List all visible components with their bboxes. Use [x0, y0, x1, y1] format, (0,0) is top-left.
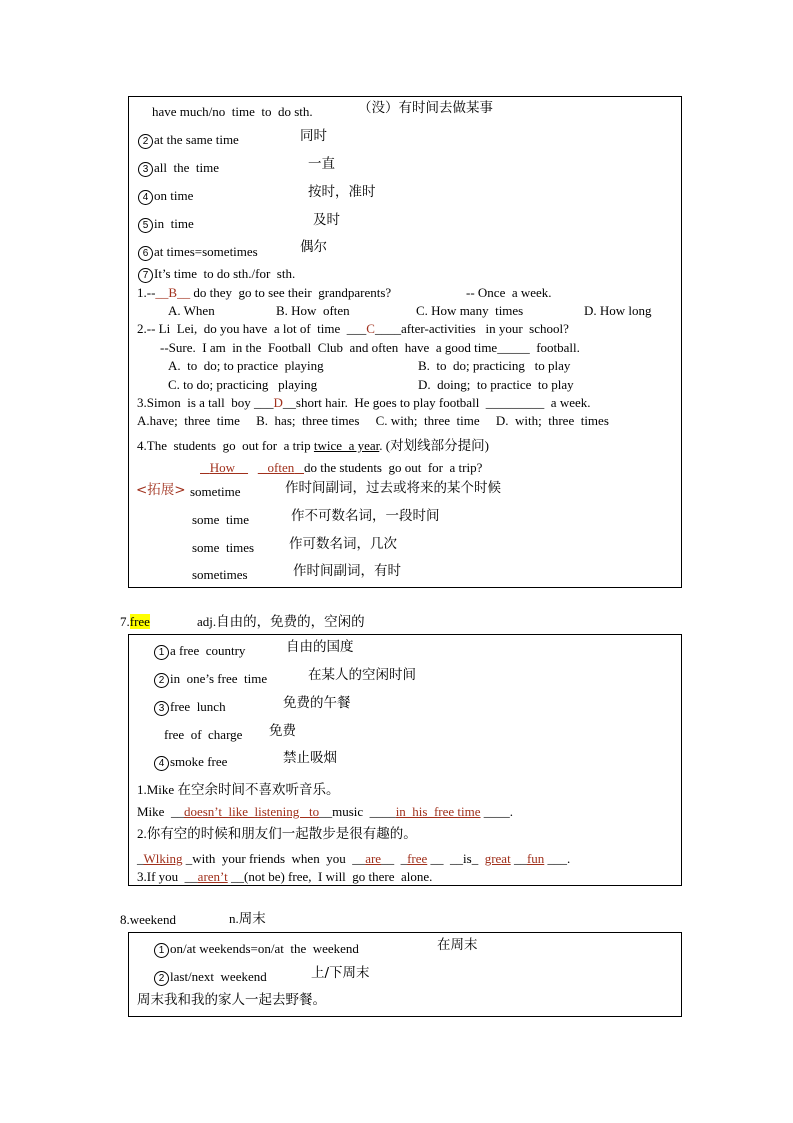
number-circle: 3 [154, 701, 169, 716]
section-7-heading: 7.free [120, 614, 150, 629]
phrase-meaning: 在某人的空闲时间 [308, 667, 416, 683]
extension-word: sometimes [192, 567, 248, 582]
phrase-item: 1 a free country [154, 643, 245, 660]
option: C. to do; practicing playing [168, 377, 318, 392]
phrase-meaning: 按时，准时 [308, 184, 376, 200]
extension-label: <拓展> [136, 482, 186, 498]
number-circle: 7 [138, 268, 153, 283]
number-circle: 1 [154, 943, 169, 958]
number-circle: 1 [154, 645, 169, 660]
number-circle: 2 [138, 134, 153, 149]
extension-word: sometime [190, 484, 241, 499]
extension-word: some time [192, 512, 250, 527]
number-circle: 2 [154, 673, 169, 688]
phrase-item: 4 on time [138, 188, 193, 205]
phrase-item: 2 at the same time [138, 132, 239, 149]
option: C. How many times [416, 303, 524, 318]
phrase-item: free of charge [164, 727, 243, 742]
phrase-item: 2 in one’s free time [154, 671, 267, 688]
phrase-item: 2 last/next weekend [154, 969, 267, 986]
section-8-pos: n.周末 [229, 911, 266, 927]
phrase-meaning: 一直 [308, 156, 335, 172]
extension-word: some times [192, 540, 255, 555]
question-3: 3.Simon is a tall boy ___D__short hair. He goes to play football _________ a week. [137, 395, 591, 410]
intro-phrase: have much/no time to do sth. [152, 104, 313, 119]
sentence-2-answer: _Wlking _with your friends when you __are__ _free __ __is_ great __fun ___. [137, 851, 571, 866]
section-7-pos: adj.自由的，免费的，空闲的 [197, 614, 365, 630]
phrase-item: 6 at times=sometimes [138, 244, 258, 261]
question-4: 4.The students go out for a trip twice a year. (对划线部分提问) [137, 438, 489, 454]
phrase-meaning: 在周末 [437, 937, 478, 953]
number-circle: 2 [154, 971, 169, 986]
sentence-1-answer: Mike __doesn’t like listening to__music ____in his free time ____. [137, 804, 514, 819]
option: A. to do; to practice playing [168, 358, 324, 373]
extension-meaning: 作时间副词，过去或将来的某个时候 [285, 480, 501, 496]
phrase-meaning: 免费 [269, 723, 296, 739]
question-4-answer: How often do the students go out for a trip? [209, 460, 483, 475]
phrase-meaning: 免费的午餐 [283, 695, 351, 711]
sentence-1-prompt: 1.Mike 在空余时间不喜欢听音乐。 [137, 782, 340, 798]
phrase-meaning: 偶尔 [300, 239, 327, 255]
number-circle: 4 [154, 756, 169, 771]
phrase-meaning: 禁止吸烟 [283, 750, 337, 766]
question-1-reply: -- Once a week. [466, 285, 552, 300]
phrase-item: 3 all the time [138, 160, 219, 177]
phrase-item: 1 on/at weekends=on/at the weekend [154, 941, 359, 958]
phrase-item: 7 It’s time to do sth./for sth. [138, 266, 295, 283]
question-2-line2: --Sure. I am in the Football Club and often have a good time_____ football. [160, 340, 580, 355]
section-8-heading: 8.weekend [120, 912, 176, 927]
question-3-options: A.have; three time B. has; three times C. with; three time D. with; three times [137, 413, 609, 428]
sentence-3: 3.If you __aren’t __(not be) free, I will go there alone. [137, 869, 433, 884]
phrase-meaning: 上/下周末 [311, 965, 370, 981]
question-2: 2.-- Li Lei, do you have a lot of time ___C____after-activities in your school? [137, 321, 569, 336]
phrase-meaning: 及时 [313, 212, 340, 228]
phrase-meaning: 同时 [300, 128, 327, 144]
option: D. How long [584, 303, 652, 318]
option: A. When [168, 303, 215, 318]
phrase-meaning: 自由的国度 [286, 639, 354, 655]
extension-meaning: 作不可数名词，一段时间 [291, 508, 440, 524]
question-1: 1.--__B__ do they go to see their grandparents? [137, 285, 392, 300]
option: D. doing; to practice to play [418, 377, 574, 392]
phrase-item: 4 smoke free [154, 754, 227, 771]
number-circle: 6 [138, 246, 153, 261]
option: B. to do; practicing to play [418, 358, 571, 373]
extension-meaning: 作时间副词，有时 [293, 563, 401, 579]
phrase-item: 5 in time [138, 216, 194, 233]
highlighted-word: free [129, 614, 150, 629]
option: B. How often [276, 303, 350, 318]
number-circle: 3 [138, 162, 153, 177]
sentence-2-prompt: 2.你有空的时候和朋友们一起散步是很有趣的。 [137, 826, 417, 842]
extension-meaning: 作可数名词，几次 [289, 536, 397, 552]
number-circle: 4 [138, 190, 153, 205]
intro-meaning: （没）有时间去做某事 [358, 100, 493, 116]
number-circle: 5 [138, 218, 153, 233]
phrase-item: 3 free lunch [154, 699, 226, 716]
translation-sentence: 周末我和我的家人一起去野餐。 [137, 992, 326, 1008]
